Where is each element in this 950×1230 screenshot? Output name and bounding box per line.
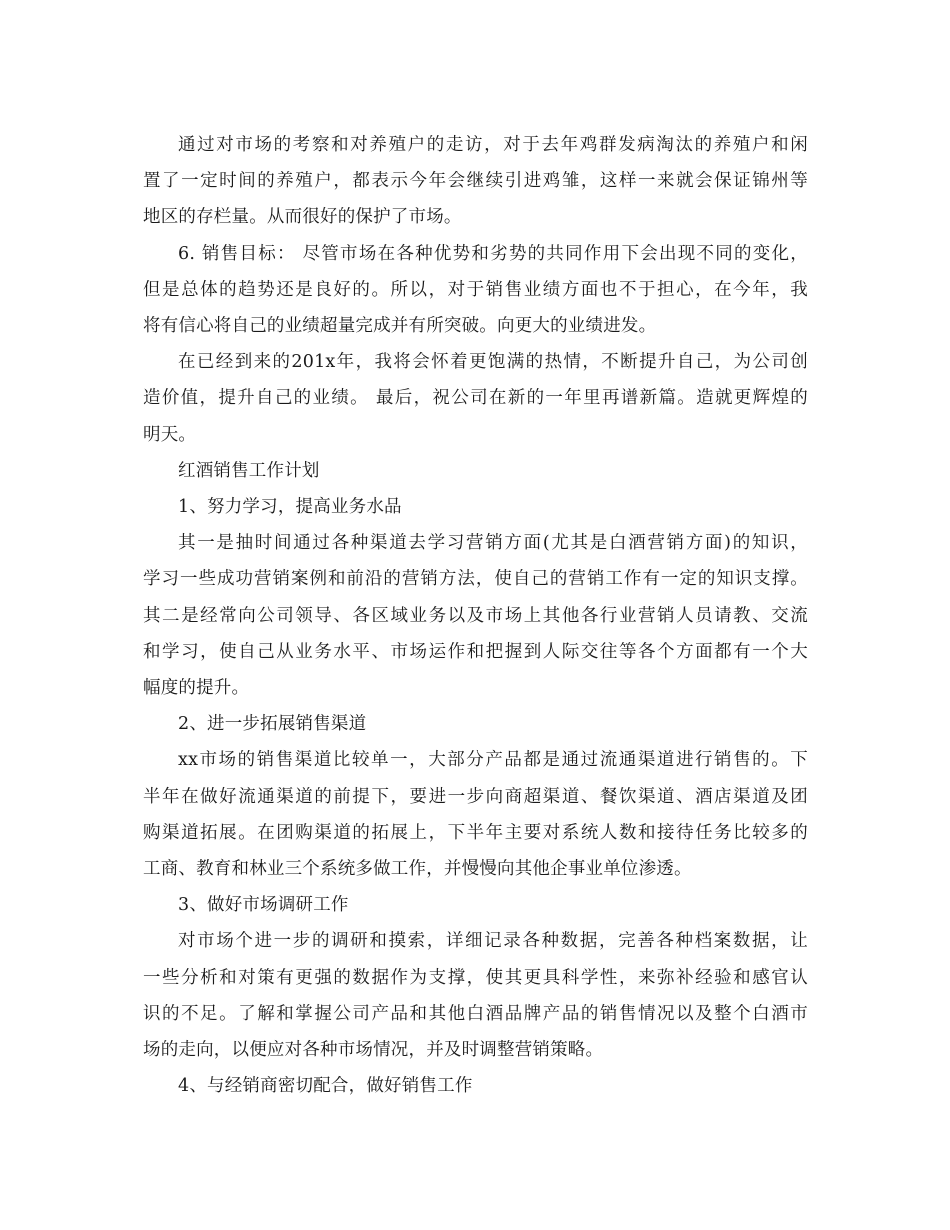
paragraph-new-year xyxy=(143,344,808,453)
text-line: 但是总体的趋势还是良好的。所以，对于销售业绩方面也不于担心，在今年，我 xyxy=(143,279,808,300)
subsection-heading: 1、努力学习，提高业务水品 xyxy=(178,497,402,518)
document-body xyxy=(143,127,808,1104)
text-line: 6. 销售目标： 尽管市场在各种优势和劣势的共同作用下会出现不同的变化， xyxy=(178,243,808,264)
text-line: 对市场个进一步的调研和摸索，详细记录各种数据，完善各种档案数据，让 xyxy=(178,931,808,952)
section-title: 红酒销售工作计划 xyxy=(178,460,320,481)
subsection-heading: 4、与经销商密切配合，做好销售工作 xyxy=(178,1076,473,1097)
text-line: 购渠道拓展。在团购渠道的拓展上，下半年主要对系统人数和接待任务比较多的 xyxy=(143,822,808,843)
text-line: 幅度的提升。 xyxy=(143,678,250,699)
text-line: 在已经到来的201x年，我将会怀着更饱满的热情，不断提升自己，为公司创 xyxy=(178,352,808,373)
text-line: 其二是经常向公司领导、各区域业务以及市场上其他各行业营销人员请教、交流 xyxy=(143,605,808,626)
text-line: 通过对市场的考察和对养殖户的走访，对于去年鸡群发病淘汰的养殖户和闲 xyxy=(178,135,808,155)
text-line: 一些分析和对策有更强的数据作为支撑，使其更具科学性，来弥补经验和感官认 xyxy=(143,967,808,988)
text-line: 明天。 xyxy=(143,424,197,445)
paragraph-learning xyxy=(143,525,808,706)
subsection-heading: 3、做好市场调研工作 xyxy=(178,895,349,916)
text-line: xx市场的销售渠道比较单一，大部分产品都是通过流通渠道进行销售的。下 xyxy=(178,750,808,771)
text-line: 学习一些成功营销案例和前沿的营销方法，使自己的营销工作有一定的知识支撑。 xyxy=(143,569,808,590)
paragraph-sales-target xyxy=(143,236,808,345)
text-line: 和学习，使自己从业务水平、市场运作和把握到人际交往等各个方面都有一个大 xyxy=(143,641,808,662)
text-line: 造价值，提升自己的业绩。 最后，祝公司在新的一年里再谱新篇。造就更辉煌的 xyxy=(143,388,808,409)
text-line: 场的走向，以便应对各种市场情况，并及时调整营销策略。 xyxy=(143,1040,604,1061)
text-line: 其一是抽时间通过各种渠道去学习营销方面(尤其是白酒营销方面)的知识， xyxy=(178,533,808,554)
text-line: 工商、教育和林业三个系统多做工作，并慢慢向其他企事业单位渗透。 xyxy=(143,859,692,880)
text-line: 地区的存栏量。从而很好的保护了市场。 xyxy=(143,207,462,228)
text-line: 半年在做好流通渠道的前提下，要进一步向商超渠道、餐饮渠道、酒店渠道及团 xyxy=(143,786,808,807)
paragraph-market-survey xyxy=(143,127,808,236)
paragraph-research xyxy=(143,923,808,1068)
subsection-heading: 2、进一步拓展销售渠道 xyxy=(178,714,367,735)
paragraph-channels xyxy=(143,742,808,887)
text-line: 识的不足。了解和掌握公司产品和其他白酒品牌产品的销售情况以及整个白酒市 xyxy=(143,1003,808,1024)
text-line: 将有信心将自己的业绩超量完成并有所突破。向更大的业绩进发。 xyxy=(143,316,657,337)
text-line: 置了一定时间的养殖户，都表示今年会继续引进鸡雏，这样一来就会保证锦州等 xyxy=(143,171,808,192)
